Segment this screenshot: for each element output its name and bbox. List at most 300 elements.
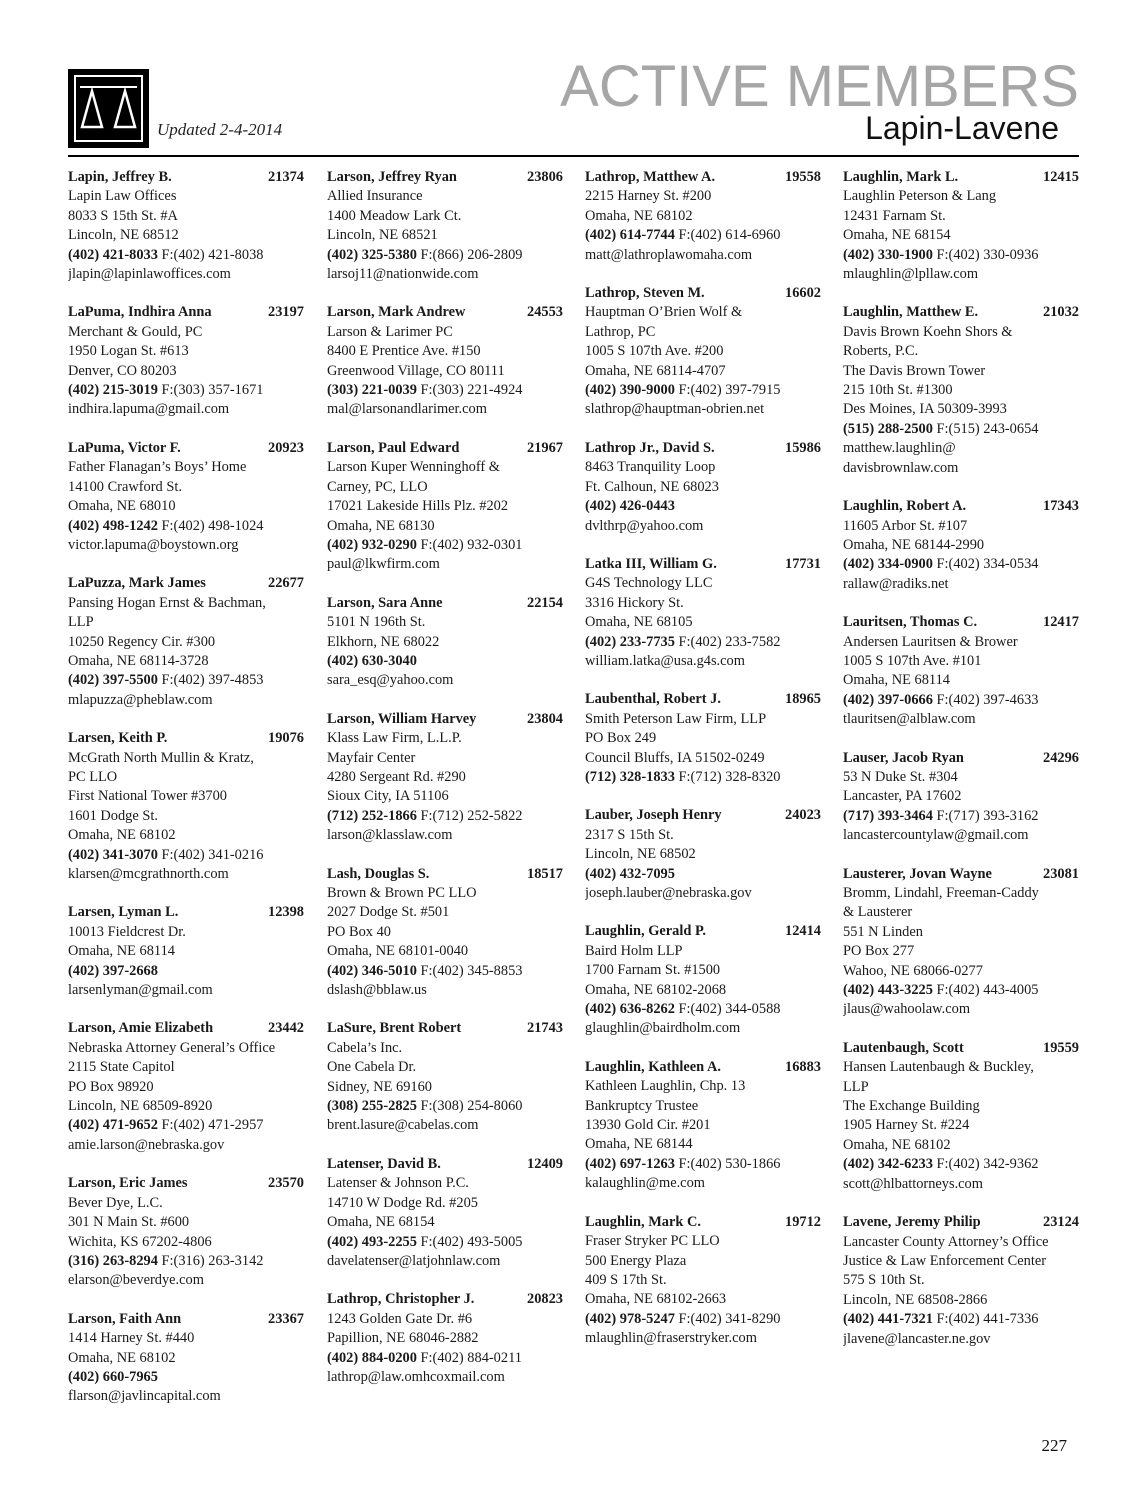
address-line: Smith Peterson Law Firm, LLP	[585, 710, 767, 727]
address-line: PO Box 40	[327, 923, 391, 940]
address-line: 2115 State Capitol	[68, 1059, 175, 1076]
phone-number: (402) 346-5010	[327, 962, 417, 979]
phone-line	[68, 1252, 304, 1271]
fax-number: F:(402) 342-9362	[932, 1156, 1039, 1173]
member-entry	[585, 1213, 821, 1349]
fax-number: F:(402) 344-0588	[674, 1001, 781, 1018]
member-name: Lathrop, Matthew A.	[585, 169, 716, 185]
email-address[interactable]: matt@lathroplawomaha.com	[585, 246, 753, 263]
phone-line	[585, 865, 821, 884]
phone-number: (402) 390-9000	[585, 382, 675, 399]
member-header	[585, 284, 821, 303]
phone-number: (402) 334-0900	[843, 556, 933, 573]
member-id: 24553	[527, 304, 563, 321]
address-line: Larson & Larimer PC	[327, 323, 453, 340]
address-line: Father Flanagan’s Boys’ Home	[68, 459, 247, 476]
address-line: Larson Kuper Wenninghoff &	[327, 459, 500, 476]
email-address[interactable]: rallaw@radiks.net	[843, 575, 949, 592]
email-address[interactable]: indhira.lapuma@gmail.com	[68, 401, 230, 418]
member-name: Latka III, William G.	[585, 555, 717, 572]
address-line: The Davis Brown Tower	[843, 362, 986, 379]
email-address[interactable]: davelatenser@latjohnlaw.com	[327, 1252, 501, 1269]
phone-number: (402) 443-3225	[843, 982, 933, 999]
member-id: 16602	[785, 285, 821, 302]
phone-line	[843, 1310, 1079, 1329]
member-entry	[327, 1155, 563, 1271]
member-header	[327, 710, 563, 729]
address-line: 1905 Harney St. #224	[843, 1117, 970, 1134]
address-line: Denver, CO 80203	[68, 362, 177, 379]
member-entry	[843, 1039, 1079, 1194]
address-line: Brown & Brown PC LLO	[327, 885, 477, 901]
member-header	[585, 690, 821, 709]
member-id: 23804	[527, 710, 563, 727]
phone-number: (717) 393-3464	[843, 807, 933, 824]
member-name: Larson, Mark Andrew	[327, 304, 466, 321]
member-entry	[68, 303, 304, 419]
member-header	[327, 1155, 563, 1174]
fax-number: F:(402) 614-6960	[674, 227, 781, 244]
address-line: 1400 Meadow Lark Ct.	[327, 207, 462, 224]
member-header	[68, 729, 304, 748]
member-id: 20923	[268, 439, 304, 456]
address-line: 4280 Sergeant Rd. #290	[327, 768, 466, 785]
member-name: Lauber, Joseph Henry	[585, 807, 722, 824]
member-id: 21967	[527, 439, 563, 456]
member-id: 21743	[527, 1020, 563, 1037]
member-id: 24023	[785, 807, 821, 824]
email-address[interactable]: dslash@bblaw.us	[327, 982, 427, 999]
member-id: 12415	[1043, 169, 1079, 185]
fax-number: F:(717) 393-3162	[932, 807, 1039, 824]
member-name: Lausterer, Jovan Wayne	[843, 865, 992, 882]
phone-number: (402) 432-7095	[585, 865, 675, 882]
fax-number: F:(402) 421-8038	[157, 246, 264, 263]
address-line: Elkhorn, NE 68022	[327, 633, 440, 650]
address-line: Omaha, NE 68102	[843, 1136, 951, 1153]
member-header	[585, 1213, 821, 1232]
member-entry	[585, 284, 821, 420]
member-entry	[327, 865, 563, 1001]
address-line: & Lausterer	[843, 904, 913, 921]
address-line: Nebraska Attorney General’s Office	[68, 1039, 276, 1056]
member-name: Lathrop Jr., David S.	[585, 439, 715, 456]
member-entry	[843, 749, 1079, 846]
member-header	[68, 903, 304, 922]
phone-line	[585, 1310, 821, 1329]
member-entry	[327, 594, 563, 691]
page-subtitle: Lapin-Lavene	[865, 110, 1059, 146]
fax-number: F:(402) 397-4633	[932, 691, 1039, 708]
member-header	[585, 806, 821, 825]
phone-line	[68, 1116, 304, 1135]
phone-number: (402) 493-2255	[327, 1233, 417, 1250]
member-entry	[68, 1174, 304, 1290]
address-line: Mayfair Center	[327, 749, 416, 766]
member-name: Lauritsen, Thomas C.	[843, 614, 978, 631]
phone-line	[585, 768, 821, 787]
phone-number: (402) 978-5247	[585, 1310, 675, 1327]
member-header	[843, 613, 1079, 632]
phone-line	[585, 1155, 821, 1174]
member-id: 12414	[785, 923, 821, 940]
address-line: 215 10th St. #1300	[843, 382, 953, 399]
address-line: Laughlin Peterson & Lang	[843, 188, 997, 205]
member-header	[327, 1019, 563, 1038]
fax-number: F:(402) 441-7336	[932, 1311, 1039, 1328]
email-address[interactable]: jlapin@lapinlawoffices.com	[68, 266, 231, 283]
member-name: Lathrop, Steven M.	[585, 285, 705, 302]
fax-number: F:(402) 397-4853	[157, 672, 264, 689]
address-line: LLP	[68, 614, 94, 631]
address-line: 14100 Crawford St.	[68, 478, 182, 495]
phone-line	[843, 1155, 1079, 1174]
phone-number: (308) 255-2825	[327, 1098, 417, 1115]
fax-number: F:(402) 932-0301	[416, 536, 523, 553]
phone-line	[327, 1097, 563, 1116]
member-name: LaPuzza, Mark James	[68, 575, 206, 592]
member-name: Laughlin, Mark C.	[585, 1213, 701, 1230]
member-name: LaPuma, Victor F.	[68, 439, 181, 456]
address-line: Pansing Hogan Ernst & Bachman,	[68, 594, 266, 611]
address-line: Omaha, NE 68154	[327, 1214, 435, 1231]
email-address[interactable]: tlauritsen@alblaw.com	[843, 711, 976, 728]
member-name: LaSure, Brent Robert	[327, 1020, 462, 1037]
address-line: The Exchange Building	[843, 1098, 980, 1115]
member-name: Lavene, Jeremy Philip	[843, 1214, 981, 1231]
fax-number: F:(402) 341-8290	[674, 1310, 781, 1327]
email-address[interactable]: jlaus@wahoolaw.com	[843, 1001, 971, 1018]
phone-line	[68, 246, 304, 265]
address-line: Omaha, NE 68130	[327, 517, 435, 534]
address-line: Hansen Lautenbaugh & Buckley,	[843, 1059, 1034, 1076]
phone-line	[68, 381, 304, 400]
member-header	[585, 555, 821, 574]
member-name: Lapin, Jeffrey B.	[68, 169, 172, 185]
phone-line	[843, 420, 1079, 439]
phone-number: (402) 215-3019	[68, 382, 158, 399]
address-line: Omaha, NE 68114	[843, 672, 950, 689]
address-line: Hauptman O’Brien Wolf &	[585, 304, 743, 321]
member-id: 23124	[1043, 1214, 1079, 1231]
address-line: 551 N Linden	[843, 923, 923, 940]
phone-line	[68, 1368, 304, 1387]
member-entry	[327, 1019, 563, 1135]
fax-number: F:(402) 530-1866	[674, 1155, 781, 1172]
member-id: 23081	[1043, 865, 1079, 882]
fax-number: F:(402) 334-0534	[932, 556, 1039, 573]
address-line: G4S Technology LLC	[585, 575, 713, 592]
phone-line	[585, 633, 821, 652]
member-id: 21032	[1043, 304, 1079, 321]
member-id: 23367	[268, 1310, 304, 1327]
member-id: 19559	[1043, 1039, 1079, 1056]
fax-number: F:(303) 357-1671	[157, 382, 264, 399]
member-header	[68, 1019, 304, 1038]
address-line: Lincoln, NE 68502	[585, 846, 696, 863]
phone-number: (316) 263-8294	[68, 1252, 158, 1269]
member-id: 16883	[785, 1058, 821, 1075]
email-address[interactable]: dvlthrp@yahoo.com	[585, 517, 704, 534]
address-line: PO Box 98920	[68, 1078, 154, 1095]
member-id: 22677	[268, 575, 304, 592]
email-address[interactable]: william.latka@usa.g4s.com	[585, 652, 745, 669]
email-address[interactable]: mal@larsonandlarimer.com	[327, 401, 487, 418]
address-line: Omaha, NE 68101-0040	[327, 943, 469, 960]
phone-number: (712) 328-1833	[585, 768, 675, 785]
member-name: Laughlin, Robert A.	[843, 498, 967, 515]
address-line: Omaha, NE 68114-4707	[585, 362, 726, 379]
scales-icon	[76, 77, 141, 140]
member-id: 17343	[1043, 498, 1079, 515]
member-name: Laubenthal, Robert J.	[585, 691, 721, 708]
address-line: 8033 S 15th St. #A	[68, 207, 178, 224]
updated-date: Updated 2-4-2014	[157, 120, 283, 139]
address-line: 1601 Dodge St.	[68, 807, 158, 824]
member-id: 23806	[527, 169, 563, 185]
address-line: Wichita, KS 67202-4806	[68, 1233, 212, 1250]
directory-column-1	[68, 168, 304, 1426]
email-address[interactable]: sara_esq@yahoo.com	[327, 672, 454, 689]
address-line: Allied Insurance	[327, 188, 423, 205]
member-id: 21374	[268, 169, 304, 185]
member-name: Larson, Sara Anne	[327, 594, 443, 611]
address-line: 8463 Tranquility Loop	[585, 459, 716, 476]
address-line: 1950 Logan St. #613	[68, 343, 189, 360]
address-line: 301 N Main St. #600	[68, 1214, 190, 1231]
member-entry	[68, 168, 304, 284]
email-address[interactable]: amie.larson@nebraska.gov	[68, 1136, 225, 1153]
address-line: Ft. Calhoun, NE 68023	[585, 478, 719, 495]
phone-number: (402) 498-1242	[68, 517, 158, 534]
email-address[interactable]: joseph.lauber@nebraska.gov	[585, 885, 752, 901]
member-entry	[327, 303, 563, 419]
member-entry	[68, 439, 304, 555]
email-address[interactable]: matthew.laughlin@	[843, 440, 956, 457]
member-entry	[585, 922, 821, 1038]
phone-number: (402) 441-7321	[843, 1311, 933, 1328]
email-address[interactable]: mlapuzza@pheblaw.com	[68, 691, 213, 708]
email-address[interactable]: kalaughlin@me.com	[585, 1175, 705, 1192]
member-entry	[327, 439, 563, 575]
email-address[interactable]: lathrop@law.omhcoxmail.com	[327, 1368, 505, 1385]
member-name: Lathrop, Christopher J.	[327, 1291, 475, 1308]
email-address[interactable]: klarsen@mcgrathnorth.com	[68, 866, 229, 882]
member-header	[327, 168, 563, 187]
address-line: Klass Law Firm, L.L.P.	[327, 730, 462, 747]
email-address[interactable]: larson@klasslaw.com	[327, 827, 453, 844]
email-address[interactable]: victor.lapuma@boystown.org	[68, 536, 239, 553]
member-header	[327, 865, 563, 884]
phone-line	[68, 671, 304, 690]
phone-line	[585, 381, 821, 400]
member-name: Larson, Eric James	[68, 1175, 188, 1192]
member-entry	[843, 1213, 1079, 1349]
member-entry	[843, 303, 1079, 478]
member-name: Laughlin, Gerald P.	[585, 923, 707, 940]
directory-column-3	[585, 168, 821, 1368]
phone-line	[327, 652, 563, 671]
address-line: 12431 Farnam St.	[843, 207, 946, 224]
email-address[interactable]: glaughlin@bairdholm.com	[585, 1020, 741, 1037]
address-line: Omaha, NE 68102-2068	[585, 981, 727, 998]
address-line: PO Box 277	[843, 943, 915, 960]
phone-line	[327, 381, 563, 400]
member-header	[843, 497, 1079, 516]
address-line: 53 N Duke St. #304	[843, 768, 958, 785]
member-entry	[843, 497, 1079, 594]
member-header	[327, 303, 563, 322]
member-header	[327, 1290, 563, 1309]
phone-number: (402) 397-0666	[843, 691, 933, 708]
address-line: PO Box 249	[585, 730, 657, 747]
phone-line	[68, 962, 304, 981]
member-header	[68, 168, 304, 187]
address-line: 575 S 10th St.	[843, 1272, 925, 1289]
member-entry	[843, 168, 1079, 284]
member-header	[843, 1213, 1079, 1232]
address-line: 14710 W Dodge Rd. #205	[327, 1194, 478, 1211]
member-id: 20823	[527, 1291, 563, 1308]
member-id: 23570	[268, 1175, 304, 1192]
header-rule	[68, 155, 1079, 157]
email-address[interactable]: paul@lkwfirm.com	[327, 556, 440, 573]
member-name: Larson, William Harvey	[327, 710, 477, 727]
phone-number: (402) 397-2668	[68, 962, 158, 979]
phone-number: (402) 330-1900	[843, 246, 933, 263]
directory-column-4	[843, 168, 1079, 1368]
member-entry	[585, 555, 821, 671]
member-name: Laughlin, Kathleen A.	[585, 1058, 721, 1075]
address-line: Bankruptcy Trustee	[585, 1097, 699, 1114]
member-id: 22154	[527, 594, 563, 611]
phone-number: (402) 341-3070	[68, 846, 158, 863]
address-line: Kathleen Laughlin, Chp. 13	[585, 1078, 746, 1095]
address-line: 2215 Harney St. #200	[585, 188, 712, 205]
address-line: Papillion, NE 68046-2882	[327, 1330, 479, 1347]
phone-number: (402) 397-5500	[68, 672, 158, 689]
email-address[interactable]: elarson@beverdye.com	[68, 1272, 204, 1289]
phone-number: (402) 636-8262	[585, 1001, 675, 1018]
fax-number: F:(402) 471-2957	[157, 1117, 264, 1134]
address-line: 2317 S 15th St.	[585, 826, 674, 843]
address-line: Greenwood Village, CO 80111	[327, 362, 505, 379]
phone-line	[585, 226, 821, 245]
fax-number: F:(402) 884-0211	[416, 1349, 522, 1366]
email-address[interactable]: mlaughlin@lpllaw.com	[843, 266, 979, 283]
address-line: Justice & Law Enforcement Center	[843, 1252, 1046, 1269]
email-address[interactable]: brent.lasure@cabelas.com	[327, 1117, 479, 1134]
member-entry	[843, 613, 1079, 729]
member-header	[327, 439, 563, 458]
phone-line	[843, 246, 1079, 265]
phone-line	[843, 807, 1079, 826]
phone-number: (402) 325-5380	[327, 246, 417, 263]
member-name: LaPuma, Indhira Anna	[68, 304, 212, 321]
member-id: 15986	[785, 439, 821, 456]
address-line: 3316 Hickory St.	[585, 594, 684, 611]
address-line: Lancaster County Attorney’s Office	[843, 1233, 1049, 1250]
address-line: Lincoln, NE 68508-2866	[843, 1291, 988, 1308]
address-line: Omaha, NE 68102	[68, 827, 176, 844]
email-address[interactable]: lancastercountylaw@gmail.com	[843, 827, 1029, 844]
address-line: Baird Holm LLP	[585, 942, 683, 959]
address-line: One Cabela Dr.	[327, 1059, 417, 1076]
address-line: Davis Brown Koehn Shors &	[843, 323, 1013, 340]
address-line: 17021 Lakeside Hills Plz. #202	[327, 498, 509, 515]
address-line: Omaha, NE 68144-2990	[843, 536, 985, 553]
address-line: Omaha, NE 68010	[68, 498, 176, 515]
member-id: 23442	[268, 1020, 304, 1037]
email-address[interactable]: larsoj11@nationwide.com	[327, 266, 479, 283]
member-entry	[585, 1058, 821, 1194]
phone-number: (402) 884-0200	[327, 1349, 417, 1366]
address-line: Omaha, NE 68144	[585, 1136, 693, 1153]
phone-line	[327, 246, 563, 265]
fax-number: F:(402) 493-5005	[416, 1233, 523, 1250]
phone-number: (402) 421-8033	[68, 246, 158, 263]
address-line: 8400 E Prentice Ave. #150	[327, 343, 481, 360]
address-line: Des Moines, IA 50309-3993	[843, 401, 1007, 418]
member-name: Larsen, Lyman L.	[68, 904, 179, 921]
address-line: Lathrop, PC	[585, 323, 656, 340]
phone-number: (402) 342-6233	[843, 1156, 933, 1173]
member-name: Laughlin, Mark L.	[843, 169, 959, 185]
address-line: Omaha, NE 68114-3728	[68, 652, 209, 669]
member-id: 12409	[527, 1155, 563, 1172]
address-line: 1243 Golden Gate Dr. #6	[327, 1310, 473, 1327]
member-header	[585, 439, 821, 458]
fax-number: F:(402) 341-0216	[157, 846, 264, 863]
member-name: Lauser, Jacob Ryan	[843, 749, 964, 766]
member-id: 12417	[1043, 614, 1079, 631]
address-line: 1700 Farnam St. #1500	[585, 962, 721, 979]
member-name: Larson, Paul Edward	[327, 439, 460, 456]
email-address-cont[interactable]: davisbrownlaw.com	[843, 459, 959, 476]
fax-number: F:(402) 498-1024	[157, 517, 264, 534]
member-entry	[327, 710, 563, 846]
member-entry	[327, 168, 563, 284]
address-line: Merchant & Gould, PC	[68, 323, 203, 340]
member-id: 19558	[785, 169, 821, 185]
member-entry	[68, 574, 304, 710]
email-address[interactable]: slathrop@hauptman-obrien.net	[585, 401, 765, 418]
fax-number: F:(402) 443-4005	[932, 982, 1039, 999]
fax-number: F:(402) 233-7582	[674, 633, 781, 650]
phone-number: (402) 471-9652	[68, 1117, 158, 1134]
address-line: 5101 N 196th St.	[327, 614, 426, 631]
phone-line	[843, 691, 1079, 710]
email-address[interactable]: flarson@javlincapital.com	[68, 1388, 221, 1405]
fax-number: F:(402) 345-8853	[416, 962, 523, 979]
address-line: 10250 Regency Cir. #300	[68, 633, 216, 650]
member-name: Larson, Amie Elizabeth	[68, 1020, 214, 1037]
member-entry	[843, 865, 1079, 1020]
email-address[interactable]: mlaughlin@fraserstryker.com	[585, 1330, 757, 1347]
address-line: 1005 S 107th Ave. #200	[585, 343, 724, 360]
address-line: Lapin Law Offices	[68, 188, 177, 205]
member-name: Laughlin, Matthew E.	[843, 304, 979, 321]
member-header	[585, 922, 821, 941]
member-id: 23197	[268, 304, 304, 321]
address-line: Omaha, NE 68154	[843, 227, 951, 244]
email-address[interactable]: larsenlyman@gmail.com	[68, 982, 213, 999]
email-address[interactable]: jlavene@lancaster.ne.gov	[843, 1330, 991, 1347]
phone-number: (402) 660-7965	[68, 1368, 158, 1385]
email-address[interactable]: scott@hlbattorneys.com	[843, 1175, 983, 1192]
page-title: ACTIVE MEMBERS	[560, 54, 1079, 119]
member-header	[843, 303, 1079, 322]
